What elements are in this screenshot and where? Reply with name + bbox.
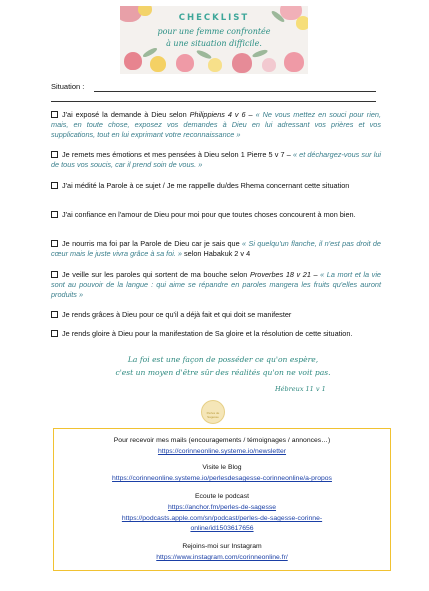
checkbox[interactable] xyxy=(51,271,58,278)
logo xyxy=(201,400,225,424)
situation-line[interactable] xyxy=(94,91,376,92)
checklist-item xyxy=(51,181,381,191)
instagram-label: Rejoins-moi sur Instagram xyxy=(182,543,262,550)
header-banner xyxy=(120,6,308,74)
blog-label: Visite le Blog xyxy=(202,464,242,471)
checkbox[interactable] xyxy=(51,151,58,158)
item-text: J'ai confiance en l'amour de Dieu pour moi pour que toutes choses concourent à mon bien. xyxy=(62,210,356,219)
flower-decoration xyxy=(262,58,276,72)
apple-podcast-link-line2[interactable]: online/id1503617656 xyxy=(190,525,254,532)
item-text: – xyxy=(245,110,256,119)
item-reference: Proverbes 18 v 21 xyxy=(249,270,311,279)
item-verse: « La mort et la vie sont au pouvoir de la langue : qui aime se répandre en paroles mangera les fruits qu'elles auront produits » xyxy=(51,270,381,299)
flower-decoration xyxy=(284,52,304,72)
checklist-item xyxy=(51,329,381,339)
checklist-item xyxy=(51,239,381,259)
flower-decoration xyxy=(232,53,252,73)
item-text: Je veille sur les paroles qui sortent de ma bouche selon xyxy=(62,270,250,279)
item-text: Je remets mes émotions et mes pensées à Dieu selon 1 Pierre 5 v 7 – xyxy=(62,150,293,159)
situation-line[interactable] xyxy=(51,101,376,102)
item-verse: « Ne vous mettez en souci pour rien, mais, en toute chose, exposez vos demandes à Dieu en lui adressant vos prières et vos supplications, tout en lui exprimant votre reconnaissance » xyxy=(51,110,382,139)
checklist-item xyxy=(51,210,381,220)
item-verse: « Si quelqu'un flanche, il n'est pas droit de cœur mais le juste vivra grâce à sa foi. » xyxy=(51,239,381,258)
apple-podcast-link-line1[interactable]: https://podcasts.apple.com/sn/podcast/perles-de-sagesse-corinne- xyxy=(121,515,323,522)
leaf-decoration xyxy=(196,49,213,60)
checklist-item xyxy=(51,310,381,320)
item-text: Je nourris ma foi par la Parole de Dieu car je sais que xyxy=(62,239,243,248)
checkbox[interactable] xyxy=(51,111,58,118)
banner-subtitle-line1: pour une femme confrontée xyxy=(157,27,271,36)
checkbox[interactable] xyxy=(51,311,58,318)
item-text: Je rends grâces à Dieu pour ce qu'il a déjà fait et qui doit se manifester xyxy=(62,310,292,319)
checklist-item xyxy=(51,150,381,170)
footer-box xyxy=(53,428,391,571)
item-text: Je rends gloire à Dieu pour la manifestation de Sa gloire et la résolution de cette situation. xyxy=(62,329,353,338)
instagram-link[interactable]: https://www.instagram.com/corinneonline.fr/ xyxy=(156,554,288,561)
checklist-item xyxy=(51,270,381,299)
item-text: selon Habakuk 2 v 4 xyxy=(181,248,251,258)
checkbox[interactable] xyxy=(51,330,58,337)
flower-decoration xyxy=(150,56,166,72)
item-verse: « et déchargez-vous sur lui de tous vos soucis, car il prend soin de vous. » xyxy=(51,150,381,169)
item-text: J'ai exposé la demande à Dieu selon xyxy=(62,110,190,119)
podcast-label: Ecoute le podcast xyxy=(194,493,250,500)
logo-text: Perles de Sagesse xyxy=(206,411,220,419)
quote-reference: Hébreux 11 v 1 xyxy=(275,385,326,393)
checkbox[interactable] xyxy=(51,182,58,189)
checklist-item xyxy=(51,110,381,139)
item-reference: Philippiens 4 v 6 xyxy=(189,110,246,119)
flower-decoration xyxy=(176,54,194,72)
blog-link[interactable]: https://corinneonline.systeme.io/perlesdesagesse-corinneonline/a-propos xyxy=(112,475,332,482)
flower-decoration xyxy=(124,52,142,70)
leaf-decoration xyxy=(252,48,269,58)
checkbox[interactable] xyxy=(51,211,58,218)
item-text: – xyxy=(310,270,321,279)
newsletter-link[interactable]: https://corinneonline.systeme.io/newsletter xyxy=(157,448,287,455)
item-text: J'ai médité la Parole à ce sujet / Je me rappelle du/des Rhema concernant cette situation xyxy=(62,181,350,190)
quote-line2: c'est un moyen d'être sûr des réalités qu'on ne voit pas. xyxy=(115,368,331,377)
banner-subtitle-line2: à une situation difficile. xyxy=(166,39,262,48)
flower-decoration xyxy=(208,58,222,72)
checkbox[interactable] xyxy=(51,240,58,247)
banner-title: CHECKLIST xyxy=(178,13,250,23)
quote-line1: La foi est une façon de posséder ce qu'on espère, xyxy=(127,355,319,364)
situation-label: Situation : xyxy=(51,82,85,91)
mails-label: Pour recevoir mes mails (encouragements / témoignages / annonces…) xyxy=(113,437,331,444)
anchor-podcast-link[interactable]: https://anchor.fm/perles-de-sagesse xyxy=(167,504,277,511)
